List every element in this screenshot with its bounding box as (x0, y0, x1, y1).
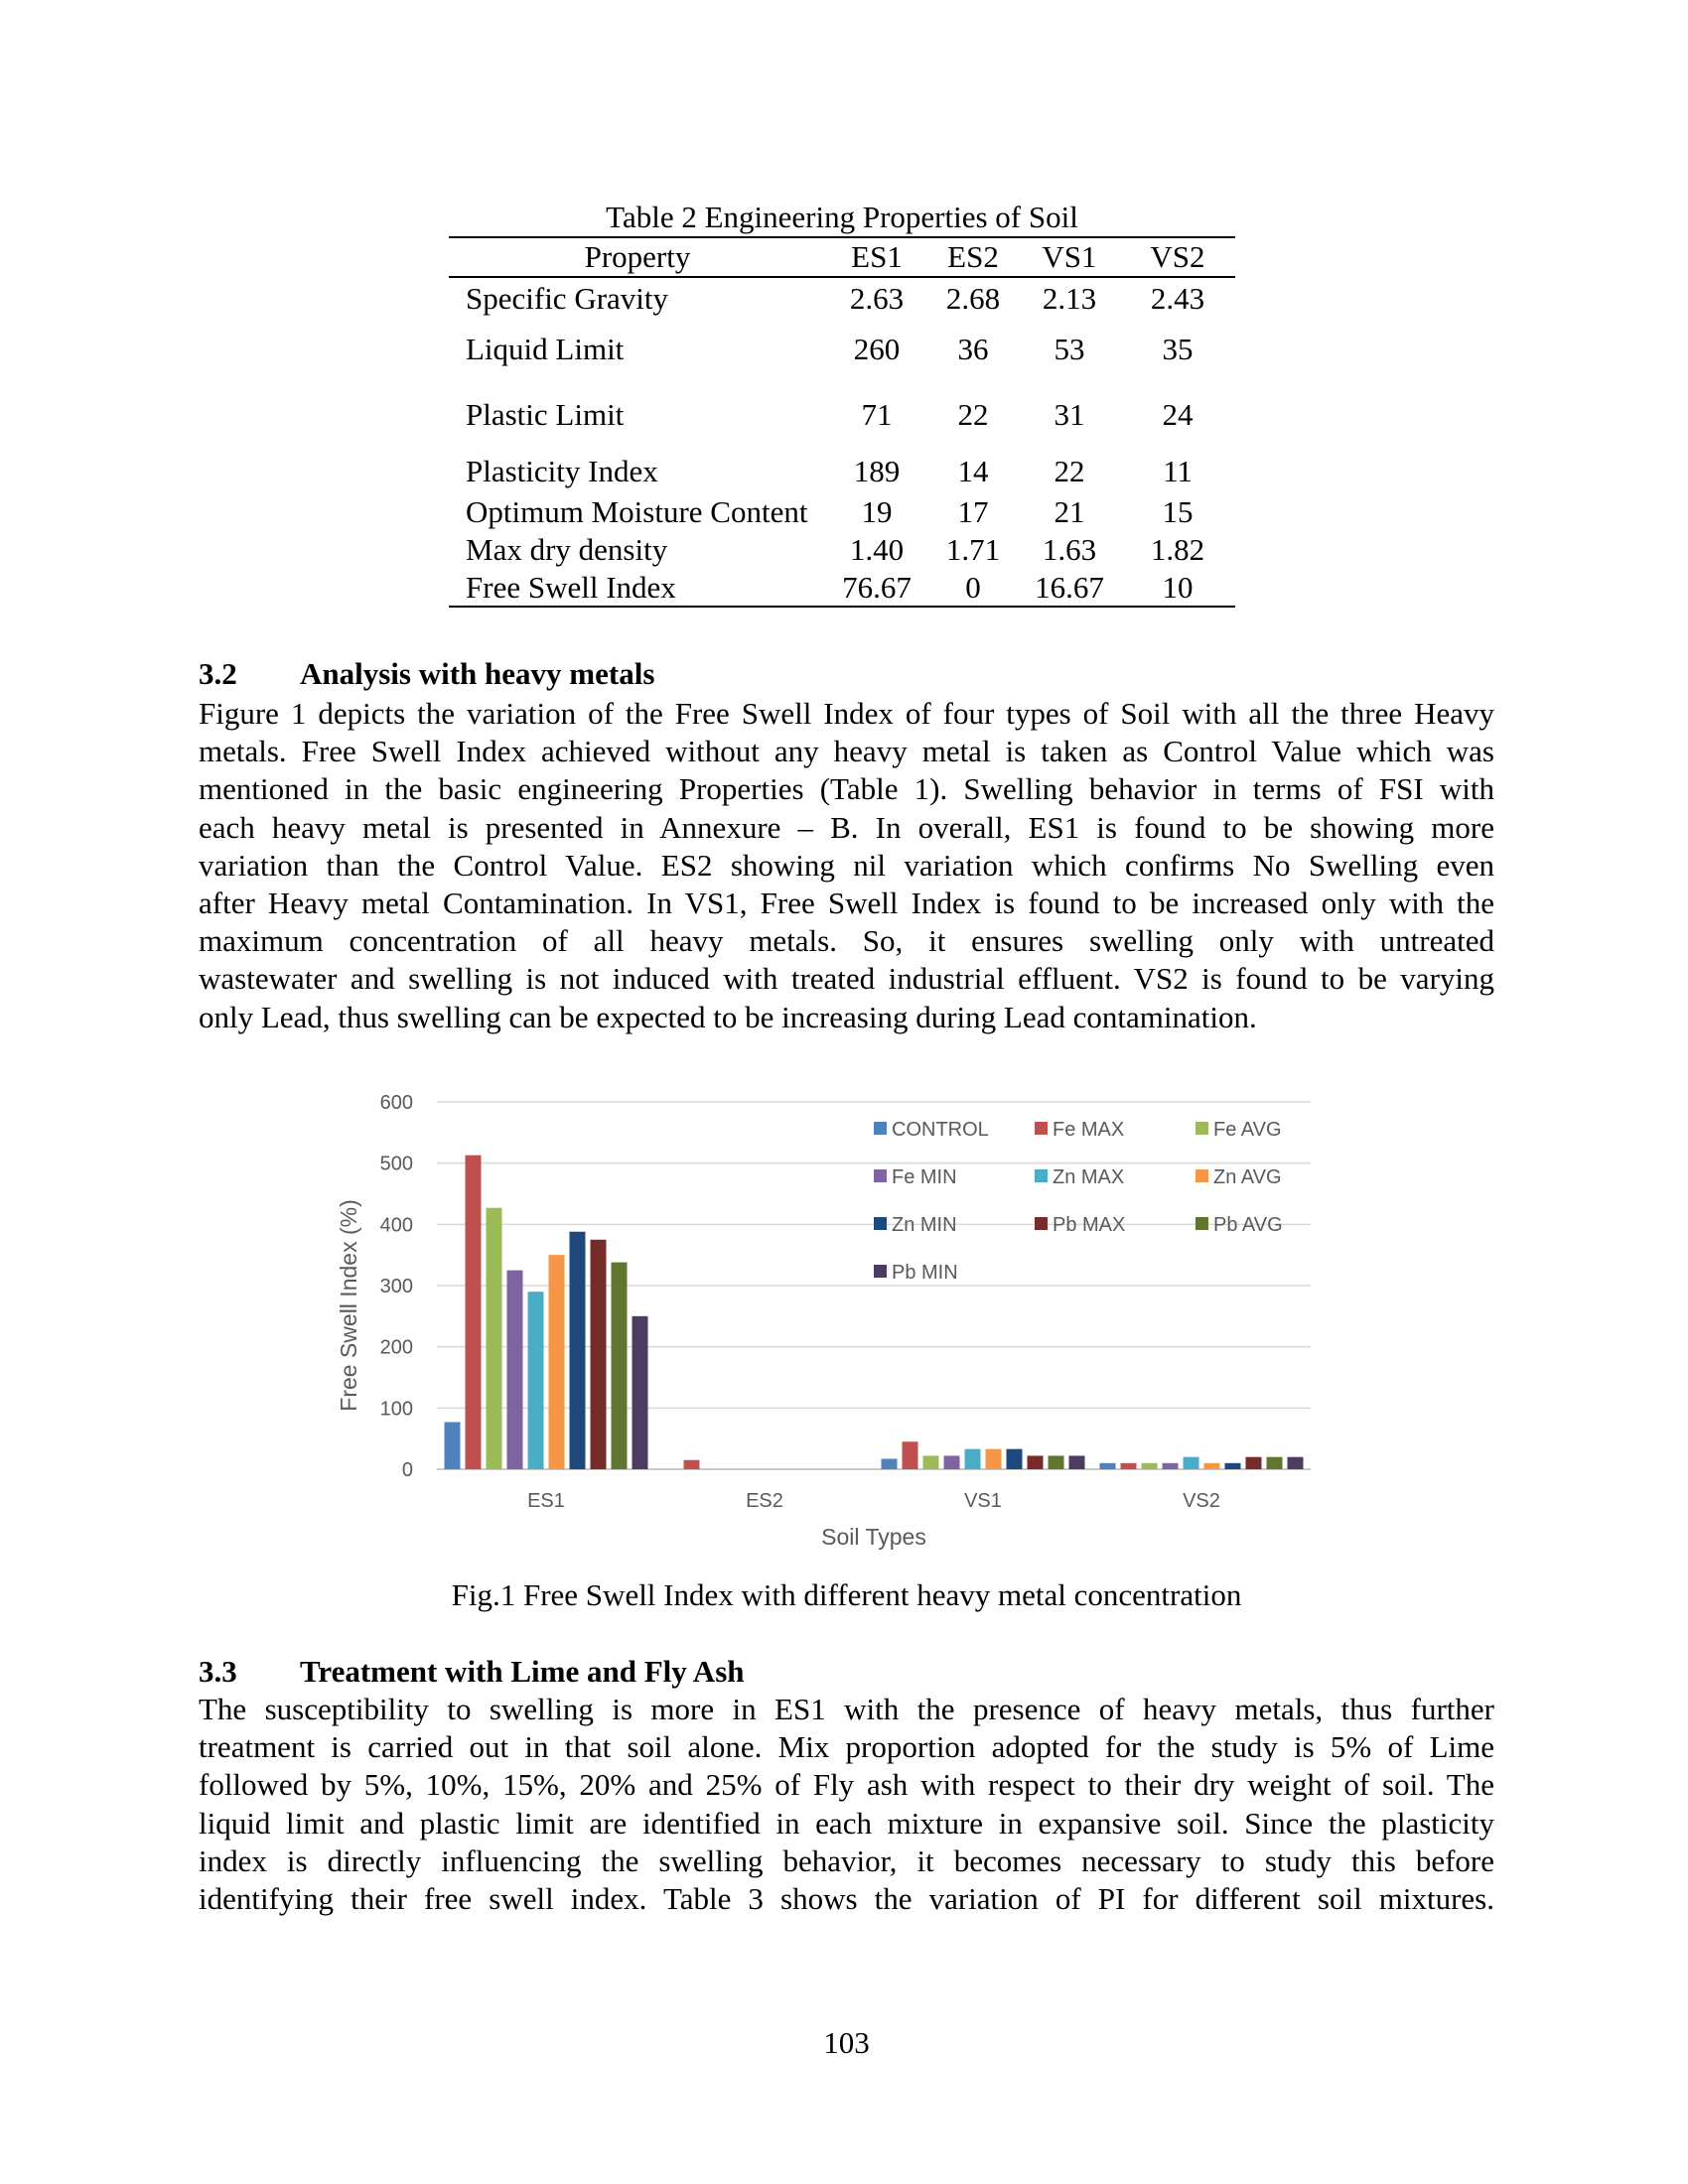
free-swell-index-bar-chart (318, 1082, 1331, 1559)
legend-swatch (874, 1169, 887, 1182)
table-cell: 53 (1054, 332, 1085, 366)
bar (1163, 1463, 1179, 1469)
legend-swatch (1035, 1122, 1048, 1135)
table-cell: Specific Gravity (466, 280, 669, 316)
table-row (449, 319, 1235, 380)
table-cell: 16.67 (1019, 569, 1120, 607)
x-tick-label: VS2 (1183, 1490, 1220, 1512)
table-row (449, 493, 1235, 531)
table-row (449, 450, 1235, 493)
bar (507, 1271, 523, 1469)
table-cell: Liquid Limit (466, 332, 625, 366)
paragraph-line: maximum concentration of all heavy metals. So, it ensures swelling only with untreated (199, 923, 1494, 959)
section-number: 3.2 (199, 656, 237, 691)
table-row (449, 531, 1235, 569)
y-tick-label: 500 (379, 1153, 413, 1175)
paragraph-line: Figure 1 depicts the variation of the Free Swell Index of four types of Soil with all the three Heavy (199, 696, 1494, 731)
table-cell: 2.68 (945, 280, 1001, 316)
legend-label: Zn MIN (892, 1214, 957, 1236)
bar (1069, 1455, 1085, 1469)
paragraph-line: wastewater and swelling is not induced with treated industrial effluent. VS2 is found to be varying (199, 961, 1494, 997)
x-tick-label: VS1 (964, 1490, 1002, 1512)
bar (1267, 1457, 1283, 1469)
bar (882, 1459, 898, 1469)
table-cell: 17 (957, 494, 989, 529)
legend-label: Fe MAX (1053, 1119, 1125, 1141)
bar (1028, 1455, 1044, 1469)
page-number: 103 (823, 2025, 870, 2060)
x-tick-label: ES2 (746, 1490, 783, 1512)
bar (612, 1263, 628, 1469)
table-cell: 24 (1162, 397, 1194, 432)
table-cell: 1.82 (1150, 532, 1205, 567)
table-cell: 31 (1054, 397, 1085, 432)
y-tick-label: 300 (379, 1276, 413, 1297)
legend-swatch (1035, 1217, 1048, 1230)
table-cell: Max dry density (466, 532, 668, 567)
section-number: 3.3 (199, 1654, 237, 1689)
table-cell: 1.40 (849, 532, 905, 567)
bar (1049, 1455, 1064, 1469)
legend-label: Pb AVG (1213, 1214, 1283, 1236)
y-tick-label: 400 (379, 1214, 413, 1237)
bar (903, 1441, 918, 1469)
table-cell: 71 (861, 397, 893, 432)
section-heading (199, 1653, 745, 1691)
table-cell: 76.67 (826, 569, 927, 607)
section-paragraph (199, 695, 1494, 1036)
table-cell: Plastic Limit (466, 397, 625, 432)
table-cell: 2.63 (849, 280, 905, 316)
bar (487, 1208, 502, 1469)
paragraph-line: metals. Free Swell Index achieved without any heavy metal is taken as Control Value which was (199, 734, 1494, 769)
paragraph-line: followed by 5%, 10%, 15%, 20% and 25% of Fly ash with respect to their dry weight of soil. The (199, 1767, 1494, 1803)
legend-label: Zn AVG (1213, 1166, 1282, 1188)
table-caption: Table 2 Engineering Properties of Soil (606, 200, 1078, 234)
bar (1007, 1449, 1023, 1469)
legend-label: Pb MIN (892, 1262, 958, 1284)
section-paragraph (199, 1691, 1494, 1918)
bar (1204, 1463, 1220, 1469)
table-cell: 22 (1054, 454, 1085, 488)
paragraph-line: after Heavy metal Contamination. In VS1, Free Swell Index is found to be increased only with the (199, 886, 1494, 921)
table-cell: 0 (927, 569, 1019, 607)
table-row (449, 277, 1235, 319)
table-header-row (449, 237, 1235, 277)
figure-caption: Fig.1 Free Swell Index with different heavy metal concentration (451, 1577, 1242, 1612)
paragraph-line: liquid limit and plastic limit are identified in each mixture in expansive soil. Since the plasticity (199, 1805, 1494, 1841)
table-cell: 36 (957, 332, 989, 366)
y-tick-label: 0 (401, 1459, 413, 1481)
bar (684, 1460, 700, 1469)
paragraph-line: index is directly influencing the swelling behavior, it becomes necessary to study this before (199, 1843, 1494, 1878)
paragraph-line: each heavy metal is presented in Annexure – B. In overall, ES1 is found to be showing more (199, 809, 1494, 845)
table-cell: 19 (861, 494, 893, 529)
table-cell: Free Swell Index (449, 569, 826, 607)
legend-swatch (874, 1265, 887, 1278)
table-header-cell: Property (449, 237, 826, 277)
bar (633, 1316, 648, 1469)
table-header-cell: ES1 (826, 237, 927, 277)
paragraph-line: variation than the Control Value. ES2 showing nil variation which confirms No Swelling even (199, 847, 1494, 883)
table-cell: 1.71 (945, 532, 1001, 567)
legend-label: Pb MAX (1053, 1214, 1126, 1236)
table-cell: 14 (957, 454, 989, 488)
legend-swatch (874, 1217, 887, 1230)
legend-label: CONTROL (892, 1119, 989, 1141)
table-cell: 2.13 (1042, 280, 1097, 316)
table-header-cell: VS1 (1019, 237, 1120, 277)
table-cell: 1.63 (1042, 532, 1097, 567)
section-heading (199, 655, 654, 693)
legend-label: Fe MIN (892, 1166, 957, 1188)
bar (445, 1423, 461, 1469)
bar (570, 1232, 586, 1469)
table-cell: 260 (853, 332, 901, 366)
table-row (449, 380, 1235, 450)
y-tick-label: 600 (379, 1092, 413, 1114)
section-title: Analysis with heavy metals (300, 656, 655, 691)
table-header-cell: VS2 (1120, 237, 1235, 277)
bar (923, 1455, 939, 1469)
table-cell: 2.43 (1150, 280, 1205, 316)
legend-swatch (1196, 1122, 1208, 1135)
bar (1142, 1463, 1158, 1469)
table-cell: 22 (957, 397, 989, 432)
legend-label: Zn MAX (1053, 1166, 1125, 1188)
legend-swatch (1196, 1217, 1208, 1230)
x-axis-title: Soil Types (821, 1524, 926, 1550)
engineering-properties-table (449, 236, 1235, 608)
legend-swatch (874, 1122, 887, 1135)
y-tick-label: 200 (379, 1336, 413, 1359)
bar (965, 1449, 981, 1469)
paragraph-line: The susceptibility to swelling is more in ES1 with the presence of heavy metals, thus further (199, 1692, 1494, 1726)
bar (591, 1240, 607, 1469)
legend-swatch (1196, 1169, 1208, 1182)
table-cell: 10 (1120, 569, 1235, 607)
table-cell: Optimum Moisture Content (466, 494, 808, 529)
bar (944, 1455, 960, 1469)
bar (1184, 1457, 1199, 1469)
legend-swatch (1035, 1169, 1048, 1182)
y-tick-label: 100 (379, 1398, 413, 1421)
bar (1288, 1457, 1304, 1469)
bar (549, 1255, 565, 1469)
paragraph-line: identifying their free swell index. Table 3 shows the variation of PI for different soil mixtures. (199, 1881, 1494, 1917)
table-cell: 15 (1162, 494, 1194, 529)
x-tick-label: ES1 (527, 1490, 565, 1512)
table-cell: 189 (853, 454, 901, 488)
table-cell: 35 (1162, 332, 1194, 366)
bar (528, 1292, 544, 1469)
section-title: Treatment with Lime and Fly Ash (300, 1654, 745, 1689)
bar (986, 1449, 1002, 1469)
bar (1121, 1463, 1137, 1469)
paragraph-line: mentioned in the basic engineering Properties (Table 1). Swelling behavior in terms of FSI with (199, 771, 1494, 807)
table-cell: 21 (1054, 494, 1085, 529)
bar (1225, 1463, 1241, 1469)
paragraph-line: only Lead, thus swelling can be expected to be increasing during Lead contamination. (199, 999, 1257, 1034)
bar (466, 1156, 482, 1469)
legend-label: Fe AVG (1213, 1119, 1282, 1141)
table-header-cell: ES2 (927, 237, 1019, 277)
paragraph-line: treatment is carried out in that soil alone. Mix proportion adopted for the study is 5% of Lime (199, 1729, 1494, 1765)
y-axis-title: Free Swell Index (%) (336, 1199, 361, 1412)
bar (1246, 1457, 1262, 1469)
bar (1100, 1463, 1116, 1469)
table-row (449, 569, 1235, 607)
table-cell: 11 (1163, 454, 1193, 488)
table-cell: Plasticity Index (466, 454, 658, 488)
